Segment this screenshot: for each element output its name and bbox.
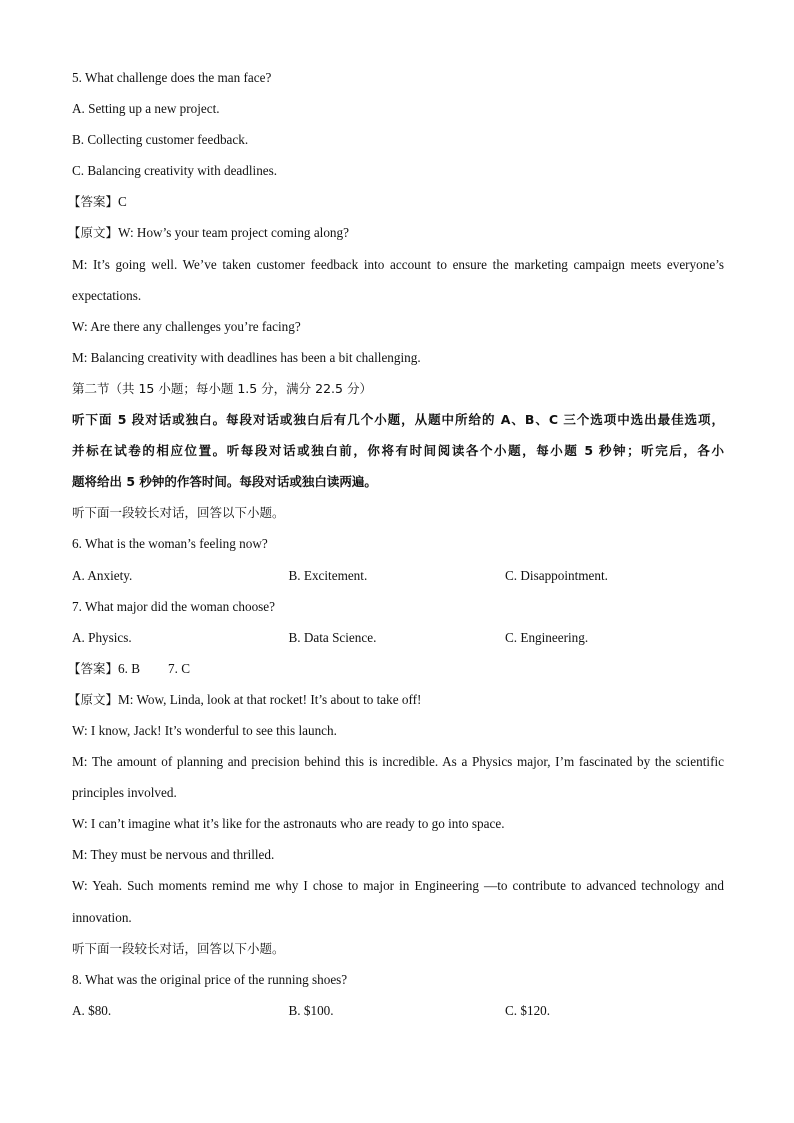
answer-value: C <box>118 194 127 210</box>
q6-options <box>72 560 724 591</box>
dialog-1-transcript-line-5: W: I can’t imagine what it’s like for the astronauts who are ready to go into space. <box>72 816 505 832</box>
q7-option-a: A. Physics. <box>72 629 132 645</box>
q8-option-b: B. $100. <box>288 1002 334 1018</box>
dialog-1-intro: 听下面一段较长对话，回答以下小题。 <box>72 505 285 521</box>
dialog-1-transcript-line-1 <box>68 684 724 715</box>
transcript-text: M: Wow, Linda, look at that rocket! It’s about to take off! <box>118 691 422 707</box>
q7-options <box>72 622 724 653</box>
question-5: 5. What challenge does the man face? <box>72 70 272 85</box>
q8-option-c: C. $120. <box>505 1002 551 1018</box>
q7-option-b: B. Data Science. <box>288 629 377 645</box>
q5-option-b: B. Collecting customer feedback. <box>72 132 249 148</box>
q5-option-a: A. Setting up a new project. <box>72 101 220 117</box>
section-2-heading: 第二节（共 15 小题；每小题 1.5 分，满分 22.5 分） <box>72 380 372 396</box>
dialog-1-transcript-line-7: W: Yeah. Such moments remind me why I chose to major in Engineering —to contribute to advanced technology and <box>72 878 724 894</box>
transcript-tag: 【原文】 <box>68 691 119 707</box>
q7-option-c: C. Engineering. <box>505 629 589 645</box>
dialog-1-transcript-line-8: innovation. <box>72 909 132 925</box>
q5-answer <box>68 186 724 217</box>
q5-transcript-line-4: W: Are there any challenges you’re facing? <box>72 318 301 334</box>
q5-transcript-line-1 <box>68 217 724 248</box>
dialog-1-answer <box>68 653 724 684</box>
answer-6: 6. B <box>118 660 140 676</box>
q5-transcript-line-5: M: Balancing creativity with deadlines has been a bit challenging. <box>72 349 421 365</box>
question-6: 6. What is the woman’s feeling now? <box>72 536 268 552</box>
dialog-1-transcript-line-4: principles involved. <box>72 785 177 801</box>
question-7: 7. What major did the woman choose? <box>72 598 276 614</box>
dialog-1-transcript-line-3: M: The amount of planning and precision behind this is incredible. As a Physics major, I’m fascinated by the scientific <box>72 754 724 770</box>
dialog-1-transcript-line-6: M: They must be nervous and thrilled. <box>72 847 275 863</box>
dialog-1-transcript-line-2: W: I know, Jack! It’s wonderful to see this launch. <box>72 722 337 738</box>
section-2-instructions-3: 题将给出 5 秒钟的作答时间。每段对话或独白读两遍。 <box>72 474 377 490</box>
transcript-tag: 【原文】 <box>68 225 119 241</box>
answer-tag: 【答案】 <box>68 194 119 210</box>
q8-options <box>72 995 724 1026</box>
section-2-instructions-1: 听下面 5 段对话或独白。每段对话或独白后有几个小题，从题中所给的 A、B、C 三个选项中选出最佳选项， <box>72 412 724 428</box>
q6-option-a: A. Anxiety. <box>72 567 133 583</box>
question-8: 8. What was the original price of the running shoes? <box>72 971 348 987</box>
q6-option-b: B. Excitement. <box>288 567 368 583</box>
exam-page <box>68 62 724 1026</box>
answer-tag: 【答案】 <box>68 660 119 676</box>
q6-option-c: C. Disappointment. <box>505 567 608 583</box>
dialog-2-intro: 听下面一段较长对话，回答以下小题。 <box>72 940 285 956</box>
answer-7: 7. C <box>168 660 190 676</box>
q5-transcript-line-3: expectations. <box>72 287 142 303</box>
q5-option-c: C. Balancing creativity with deadlines. <box>72 163 278 179</box>
q8-option-a: A. $80. <box>72 1002 112 1018</box>
transcript-text: W: How’s your team project coming along? <box>118 225 349 241</box>
section-2-instructions-2: 并标在试卷的相应位置。听每段对话或独白前，你将有时间阅读各个小题，每小题 5 秒钟；听完后，各小 <box>72 443 724 459</box>
q5-transcript-line-2: M: It’s going well. We’ve taken customer feedback into account to ensure the marketing campaign meets everyone’s <box>72 256 724 272</box>
